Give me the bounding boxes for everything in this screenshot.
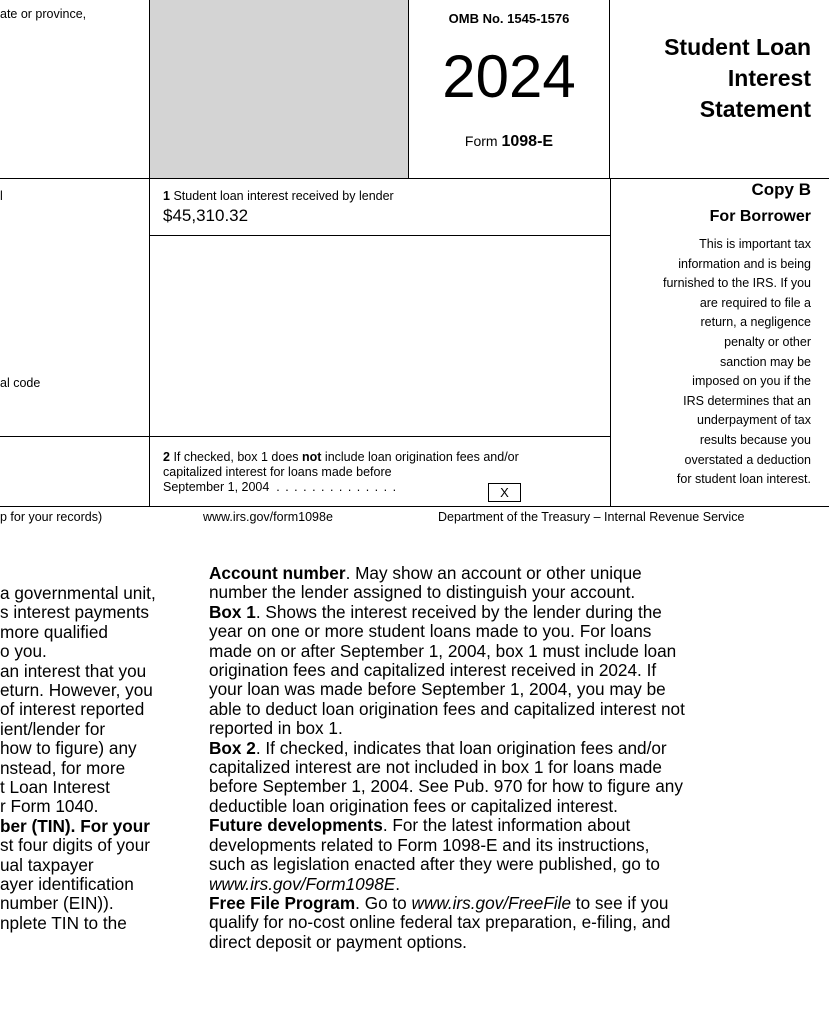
instr-left-line: ayer identification — [0, 874, 134, 894]
instr-text: capitalized interest are not included in box 1 for loans made — [209, 757, 662, 778]
instr-text: made on or after September 1, 2004, box 1 must include loan — [209, 640, 677, 661]
free-file-para — [209, 894, 819, 913]
form-label: Form — [464, 133, 498, 149]
future-url-link[interactable]: www.irs.gov/Form1098E — [209, 873, 396, 894]
notice-line: return, a negligence — [700, 315, 811, 330]
instr-text: number the lender assigned to distinguish your account. — [209, 582, 636, 603]
grid-line — [609, 0, 610, 178]
instr-left-line: ient/lender for — [0, 718, 106, 739]
grid-line — [0, 178, 829, 179]
footer-url[interactable]: www.irs.gov/form1098e — [203, 510, 333, 524]
instr-text: your loan was made before September 1, 2004, you may be — [209, 679, 666, 700]
instr-left-line — [0, 817, 150, 836]
notice-line: imposed on you if the — [692, 374, 811, 389]
for-borrower-label: For Borrower — [709, 208, 811, 225]
future-url-line — [209, 875, 819, 894]
instr-left-line: o you. — [0, 641, 47, 662]
box1-title: Box 1 — [209, 601, 256, 622]
instr-text: before September 1, 2004. See Pub. 970 for how to figure any — [209, 776, 683, 797]
instr-left-line: how to figure) any — [0, 738, 137, 759]
instr-left-line: s interest payments — [0, 602, 150, 623]
instr-text: able to deduct loan origination fees and capitalized interest not — [209, 698, 685, 719]
notice-line: for student loan interest. — [676, 472, 811, 487]
instr-left-line: r Form 1040. — [0, 796, 99, 817]
instr-left-line: more qualified — [0, 621, 108, 642]
instr-left-line: eturn. However, you — [0, 680, 153, 700]
box2-para — [209, 739, 819, 758]
instr-text: developments related to Form 1098-E and its instructions, — [209, 834, 650, 855]
grid-line — [149, 235, 610, 236]
future-developments-para — [209, 816, 819, 835]
instr-text: qualify for no-cost online federal tax preparation, e-filing, and — [209, 912, 671, 933]
tin-fragment: ber (TIN). For your — [0, 815, 150, 836]
instr-left-line: ual taxpayer — [0, 854, 94, 875]
footer-records: p for your records) — [0, 510, 103, 524]
payer-address-label: ate or province, — [0, 7, 87, 21]
instr-text: . May show an account or other unique — [345, 563, 642, 583]
instr-left-line: nstead, for more — [0, 757, 126, 778]
notice-line: penalty or other — [724, 334, 811, 349]
box1-para — [209, 603, 819, 622]
box2-text-line3: September 1, 2004 — [163, 480, 270, 494]
instr-text: deductible loan origination fees or capitalized interest. — [209, 795, 618, 816]
instr-left-line: of interest reported — [0, 699, 145, 720]
box2-number: 2 — [163, 450, 170, 464]
notice-line: This is important tax — [699, 237, 811, 251]
grid-line — [610, 178, 611, 507]
instr-text: . Shows the interest received by the lender during the — [255, 601, 662, 622]
notice-line: overstated a deduction — [684, 452, 811, 467]
instr-left-line: an interest that you — [0, 660, 147, 681]
instr-text: direct deposit or payment options. — [209, 931, 467, 952]
notice-line: furnished to the IRS. If you — [663, 276, 811, 291]
instr-left-line: st four digits of your — [0, 835, 150, 856]
notice-line: results because you — [699, 432, 811, 447]
box1-value: $45,310.32 — [163, 206, 249, 225]
instr-left-line: a governmental unit, — [0, 583, 156, 603]
instr-text: . For the latest information about — [382, 815, 631, 836]
box2-text-line2: capitalized interest for loans made before — [163, 465, 392, 479]
instr-text: to see if you — [571, 892, 669, 913]
box1-label — [163, 189, 394, 204]
box2-checkbox[interactable]: X — [488, 483, 521, 502]
grid-line — [0, 506, 829, 507]
title-line: Student Loan — [664, 34, 811, 60]
grid-line — [149, 178, 150, 507]
box2-title: Box 2 — [209, 737, 256, 758]
notice-line: are required to file a — [699, 295, 811, 310]
instr-text: year on one or more student loans made to you. For loans — [209, 621, 652, 642]
box2-text: If checked, box 1 does — [173, 450, 302, 464]
form-number — [409, 133, 609, 151]
notice-line: sanction may be — [719, 354, 811, 369]
leader-dots: . . . . . . . . . . . . . . — [276, 480, 398, 494]
recipient-tin-label: l — [0, 189, 3, 203]
freefile-title: Free File Program — [209, 892, 356, 913]
notice-line: underpayment of tax — [697, 413, 811, 428]
instr-text: origination fees and capitalized interest received in 2024. If — [209, 660, 657, 681]
postal-code-label: al code — [0, 376, 41, 390]
tax-year: 2024 — [442, 43, 576, 110]
instr-left-line: number (EIN)). — [0, 893, 114, 914]
instr-text: reported in box 1. — [209, 718, 343, 739]
box2-label — [163, 450, 519, 495]
instr-left-line: t Loan Interest — [0, 777, 110, 797]
form-number-bold: 1098-E — [501, 133, 554, 150]
notice-line: information and is being — [678, 256, 811, 271]
footer-dept: Department of the Treasury – Internal Revenue Service — [438, 510, 745, 524]
title-line: Statement — [699, 96, 811, 122]
account-number-para — [209, 564, 819, 583]
title-line: Interest — [727, 65, 811, 91]
notice-line: IRS determines that an — [683, 393, 811, 408]
box1-number: 1 — [163, 189, 170, 203]
omb-number: OMB No. 1545-1576 — [448, 11, 570, 26]
box1-label-text: Student loan interest received by lender — [173, 189, 394, 203]
instructions-right-column — [209, 564, 819, 952]
box2-text-bold: not — [302, 450, 322, 464]
irs-notice — [663, 235, 811, 490]
future-title: Future developments — [209, 815, 383, 836]
account-title: Account number — [209, 563, 346, 583]
instr-text: . If checked, indicates that loan origination fees and/or — [255, 737, 667, 758]
box2-text: include loan origination fees and/or — [321, 450, 519, 464]
shaded-box — [150, 0, 408, 178]
instr-text: . — [395, 873, 401, 894]
grid-line — [0, 436, 610, 437]
instr-text: such as legislation enacted after they were published, go to — [209, 854, 660, 875]
instr-left-line: nplete TIN to the — [0, 912, 127, 933]
copy-b-label: Copy B — [751, 180, 811, 199]
instr-text: . Go to — [355, 892, 412, 913]
form-title — [664, 32, 811, 125]
freefile-url-link[interactable]: www.irs.gov/FreeFile — [411, 892, 572, 913]
